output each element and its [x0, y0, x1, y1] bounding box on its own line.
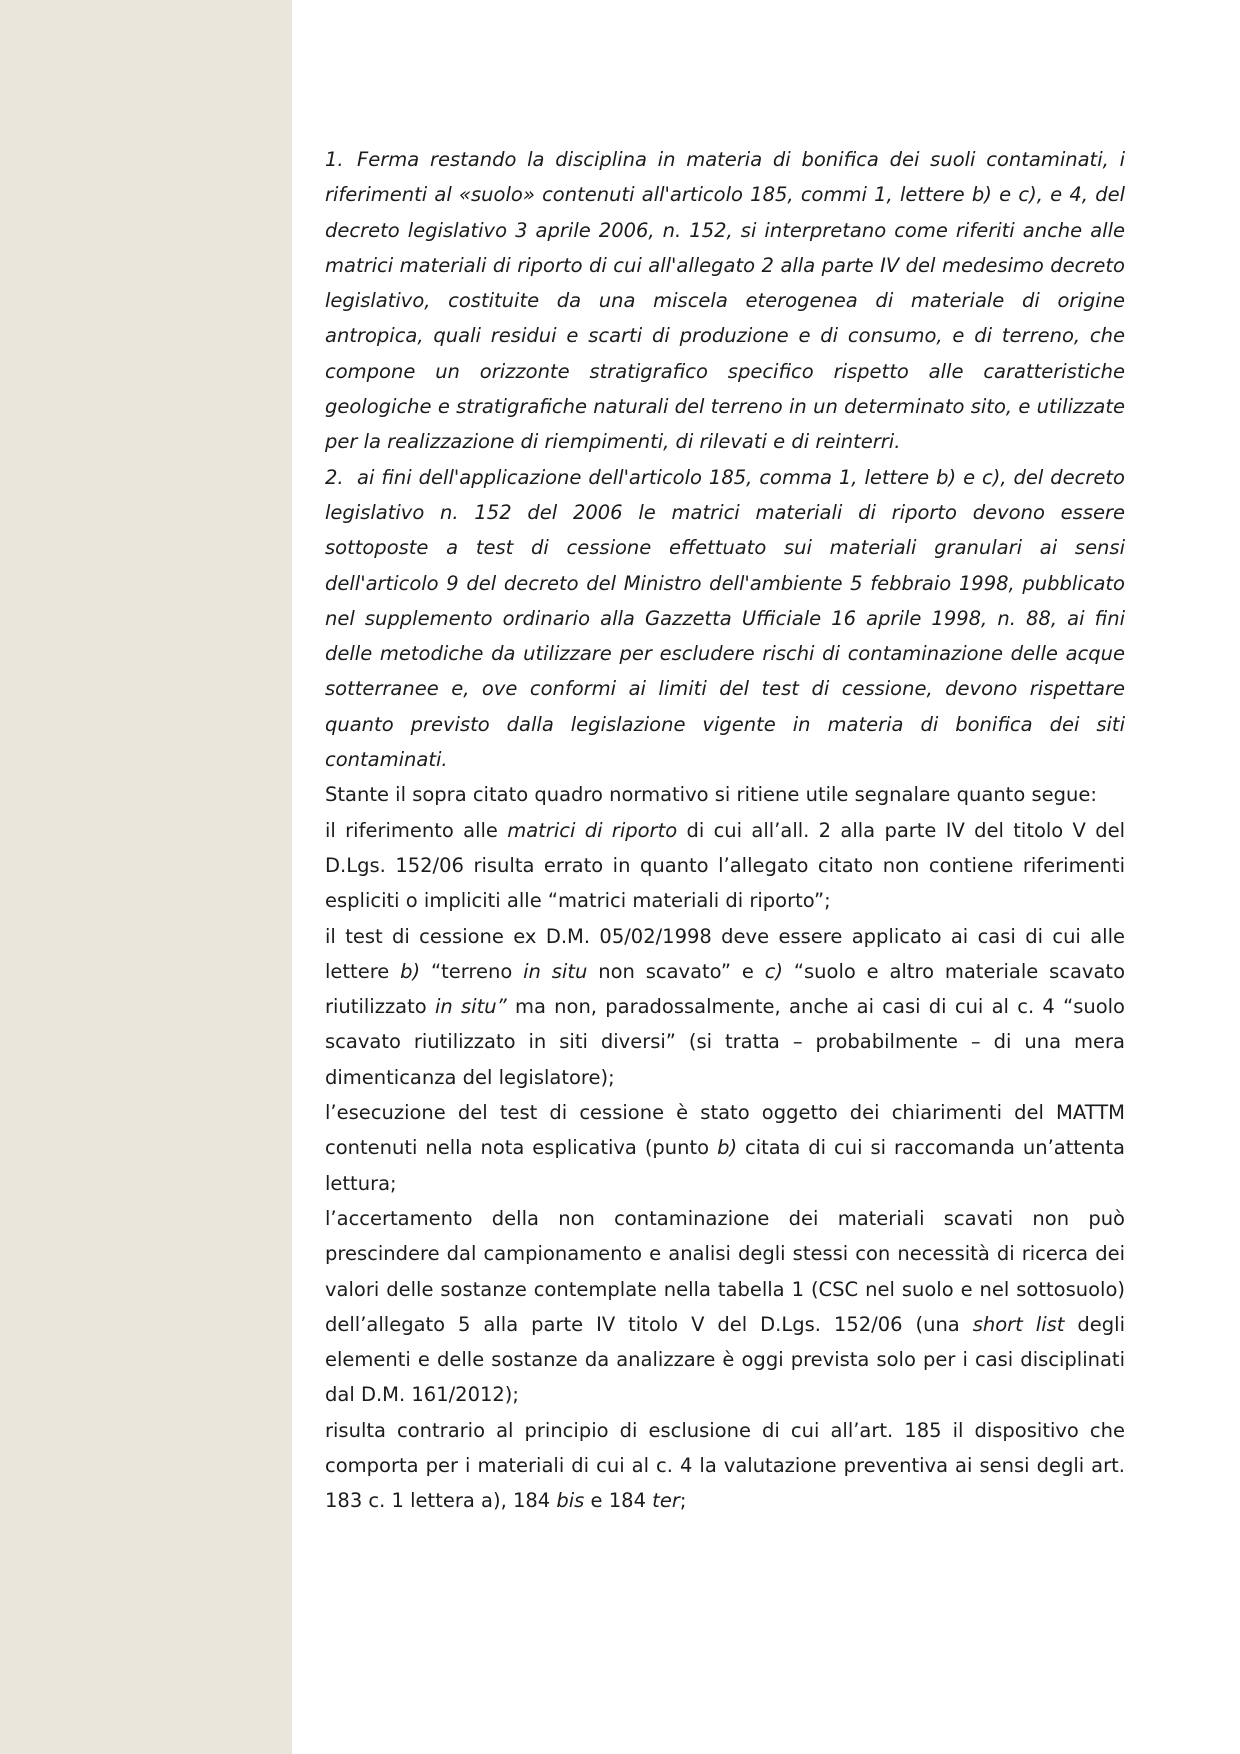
- remark-2-text-c: “terreno: [420, 959, 524, 983]
- remark-3: [325, 1095, 1125, 1201]
- law-item-2-number: 2.: [325, 465, 344, 489]
- remark-4-italic: short list: [972, 1312, 1065, 1336]
- remark-5-text-a: risulta contrario al principio di esclusione di cui all’art. 185 il dispositivo che comporta per i materiali di cui al c. 4 la valutazione preventiva ai sensi degli art. 183 c. 1 lettera a), 184: [325, 1418, 1125, 1513]
- remark-4-text-c: degli elementi e delle sostanze da analizzare è oggi prevista solo per i casi disciplinati dal D.M. 161/2012);: [325, 1312, 1125, 1407]
- remark-2-text-g: “suolo e altro materiale scavato riutilizzato: [325, 959, 1125, 1019]
- remark-3-text-a: l’esecuzione del test di cessione è stato oggetto dei chiarimenti del MATTM contenuti nella nota esplicativa (punto: [325, 1101, 1125, 1160]
- remark-2-italic-f: c): [764, 959, 784, 983]
- remark-5: [325, 1413, 1125, 1519]
- remark-1-text-a: il riferimento alle: [325, 818, 508, 842]
- remark-2-italic-d: in situ: [523, 959, 588, 983]
- law-quote: [325, 142, 1125, 777]
- remark-2: [325, 919, 1125, 1095]
- remark-4-text-a: l’accertamento della non contaminazione dei materiali scavati non può prescindere dal campionamento e analisi degli stessi con necessità di ricerca dei valori delle sostanze contemplate nella tabella 1 (CSC nel suolo e nel sottosuolo) dell’allegato 5 alla parte IV titolo V del D.Lgs. 152/06 (una: [325, 1206, 1125, 1336]
- remark-2-text-a: il test di cessione ex D.M. 05/02/1998 deve essere applicato ai casi di cui alle lettere: [325, 924, 1125, 983]
- document-body: [325, 142, 1125, 1519]
- remark-5-italic-b: bis: [556, 1489, 585, 1513]
- law-item-2: [325, 460, 1125, 778]
- law-item-2-text: ai fini dell'applicazione dell'articolo 185, comma 1, lettere b) e c), del decreto legislativo n. 152 del 2006 le matrici materiali di riporto devono essere sottoposte a test di cessione effettuato sui materiali granulari ai sensi dell'articolo 9 del decreto del Ministro dell'ambiente 5 febbraio 1998, pubblicato nel supplemento ordinario alla Gazzetta Ufficiale 16 aprile 1998, n. 88, ai fini delle metodiche da utilizzare per escludere rischi di contaminazione delle acque sotterranee e, ove conformi ai limiti del test di cessione, devono rispettare quanto previsto dalla legislazione vigente in materia di bonifica dei siti contaminati.: [325, 465, 1125, 772]
- remark-3-italic: b): [717, 1136, 738, 1160]
- side-band: [0, 0, 292, 1754]
- remark-2-text-i: ma non, paradossalmente, anche ai casi di cui al c. 4 “suolo scavato riutilizzato in siti diversi” (si tratta – probabilmente – di una mera dimenticanza del legislatore);: [325, 995, 1125, 1089]
- remark-5-text-c: e 184: [584, 1489, 653, 1513]
- remark-1-italic: matrici di riporto: [507, 818, 678, 842]
- remark-5-italic-d: ter: [652, 1489, 680, 1513]
- law-item-1-number: 1.: [325, 148, 344, 171]
- remark-4: [325, 1201, 1125, 1413]
- remark-1: [325, 813, 1125, 919]
- law-item-1-text: Ferma restando la disciplina in materia di bonifica dei suoli contaminati, i riferimenti al «suolo» contenuti all'articolo 185, commi 1, lettere b) e c), e 4, del decreto legislativo 3 aprile 2006, n. 152, si interpretano come riferiti anche alle matrici materiali di riporto di cui all'allegato 2 alla parte IV del medesimo decreto legislativo, costituite da una miscela eterogenea di materiale di origine antropica, quali residui e scarti di produzione e di consumo, e di terreno, che compone un orizzonte stratigrafico specifico rispetto alle caratteristiche geologiche e stratigrafiche naturali del terreno in un determinato sito, e utilizzate per la realizzazione di riempimenti, di rilevati e di reinterri.: [325, 148, 1125, 454]
- remark-3-text-c: citata di cui si raccomanda un’attenta lettura;: [325, 1136, 1125, 1195]
- remark-2-italic-b: b): [400, 959, 421, 983]
- remark-5-text-e: ;: [679, 1489, 687, 1513]
- remark-2-text-e: non scavato” e: [587, 959, 765, 983]
- intro-paragraph: Stante il sopra citato quadro normativo si ritiene utile segnalare quanto segue:: [325, 783, 1097, 807]
- remark-1-text-c: di cui all’all. 2 alla parte IV del titolo V del D.Lgs. 152/06 risulta errato in quanto l’allegato citato non contiene riferimenti espliciti o impliciti alle “matrici materiali di riporto”;: [325, 818, 1125, 913]
- remark-2-italic-h: in situ”: [434, 995, 507, 1019]
- law-item-1: [325, 142, 1125, 460]
